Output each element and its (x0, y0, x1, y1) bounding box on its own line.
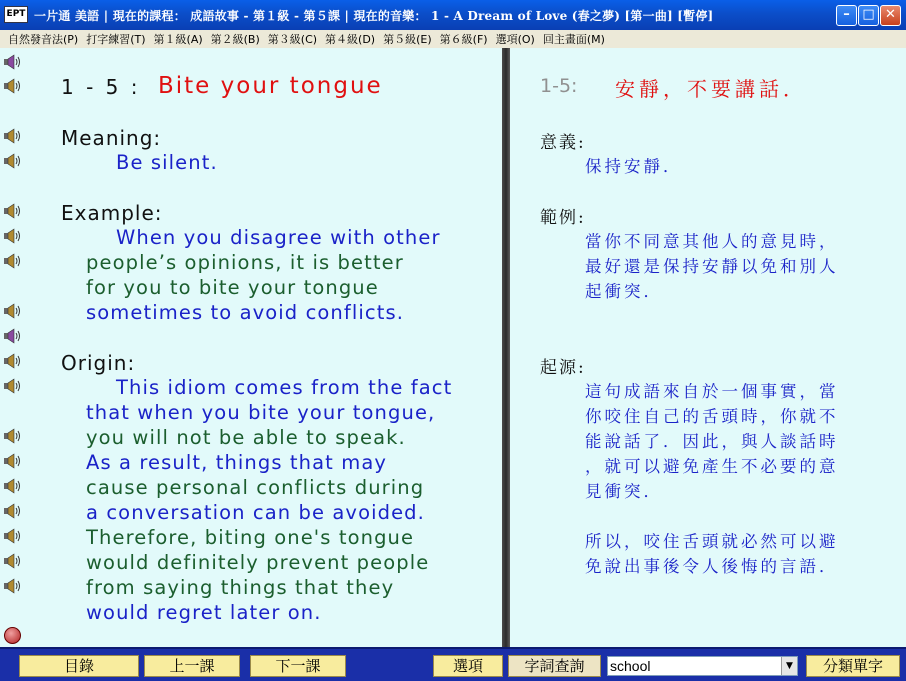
origin-line: cause personal conflicts during (86, 476, 425, 499)
menu-level-5[interactable]: 第５級(E) (383, 33, 432, 46)
translation-panel (510, 48, 906, 647)
menu-level-3[interactable]: 第３級(C) (267, 33, 318, 46)
translation-number: 1-5: (540, 75, 578, 97)
speaker-icon[interactable] (3, 203, 23, 219)
speaker-icon[interactable] (3, 328, 23, 344)
contents-button[interactable]: 目錄 (19, 655, 139, 677)
speaker-icon[interactable] (3, 54, 23, 70)
previous-lesson-button[interactable]: 上一課 (144, 655, 240, 677)
translation-origin-line: 所以，咬住舌頭就必然可以避 (585, 532, 839, 551)
minimize-button[interactable]: – (836, 5, 857, 26)
speaker-icon[interactable] (3, 503, 23, 519)
speaker-icon[interactable] (3, 553, 23, 569)
speaker-icon[interactable] (3, 478, 23, 494)
translation-origin-line: 能說話了．因此，與人談話時 (585, 432, 839, 451)
example-heading: Example: (61, 201, 163, 225)
menu-bar (0, 30, 906, 48)
origin-line: you will not be able to speak. (86, 426, 406, 449)
word-search-input[interactable] (610, 658, 780, 674)
speaker-icon[interactable] (3, 153, 23, 169)
app-logo-icon: EPT (4, 6, 28, 23)
word-search-combobox[interactable] (607, 656, 798, 676)
meaning-text: Be silent. (116, 151, 218, 174)
speaker-icon[interactable] (3, 578, 23, 594)
maximize-button[interactable]: □ (858, 5, 879, 26)
speaker-icon[interactable] (3, 428, 23, 444)
translation-meaning: 保持安靜． (585, 157, 683, 176)
lesson-number: 1 - 5 : (61, 75, 141, 99)
menu-level-1[interactable]: 第１級(A) (153, 33, 203, 46)
speaker-icon[interactable] (3, 253, 23, 269)
menu-home[interactable]: 回主畫面(M) (542, 33, 605, 46)
example-line: sometimes to avoid conflicts. (86, 301, 405, 324)
menu-level-6[interactable]: 第６級(F) (439, 33, 488, 46)
translation-origin-line: 你咬住自己的舌頭時，你就不 (585, 407, 839, 426)
meaning-heading: Meaning: (61, 126, 162, 150)
translation-example-line: 當你不同意其他人的意見時， (585, 232, 839, 251)
close-button[interactable]: ✕ (880, 5, 901, 26)
speaker-icon[interactable] (3, 528, 23, 544)
translation-origin-line: 免說出事後令人後悔的言語． (585, 557, 839, 576)
origin-heading: Origin: (61, 351, 136, 375)
menu-options[interactable]: 選項(O) (495, 33, 535, 46)
speaker-icon[interactable] (3, 228, 23, 244)
speaker-icon[interactable] (3, 78, 23, 94)
lesson-title: Bite your tongue (158, 73, 383, 99)
translation-example-line: 起衝突． (585, 282, 663, 301)
origin-line: a conversation can be avoided. (86, 501, 425, 524)
origin-line: This idiom comes from the fact (116, 376, 453, 399)
speaker-icon[interactable] (3, 303, 23, 319)
english-panel (0, 48, 502, 647)
next-lesson-button[interactable]: 下一課 (250, 655, 346, 677)
origin-line: would regret later on. (86, 601, 322, 624)
translation-origin-line: 這句成語來自於一個事實，當 (585, 382, 839, 401)
chevron-down-icon[interactable]: ▼ (781, 657, 797, 675)
speaker-icon[interactable] (3, 353, 23, 369)
translation-title: 安靜，不要講話． (615, 77, 807, 101)
origin-line: from saying things that they (86, 576, 395, 599)
origin-line: As a result, things that may (86, 451, 388, 474)
title-bar (0, 0, 906, 30)
panel-divider[interactable] (502, 48, 510, 647)
example-line: for you to bite your tongue (86, 276, 379, 299)
menu-typing[interactable]: 打字練習(T) (86, 33, 146, 46)
window-title: 一片通 美語 | 現在的課程： 成語故事 - 第１級 - 第５課 | 現在的音樂： 1 - A Dream of Love (春之夢) [第一曲] [暫停] (34, 9, 714, 23)
translation-example-line: 最好還是保持安靜以免和別人 (585, 257, 839, 276)
translation-origin-heading: 起源: (540, 358, 586, 378)
example-line: When you disagree with other (116, 226, 441, 249)
stop-icon[interactable] (4, 627, 21, 644)
category-words-button[interactable]: 分類單字 (806, 655, 900, 677)
example-line: people’s opinions, it is better (86, 251, 404, 274)
dictionary-lookup-button[interactable]: 字詞查詢 (508, 655, 601, 677)
origin-line: that when you bite your tongue, (86, 401, 436, 424)
translation-origin-line: ，就可以避免產生不必要的意 (585, 457, 839, 476)
translation-origin-line: 見衝突． (585, 482, 663, 501)
menu-level-2[interactable]: 第２級(B) (210, 33, 260, 46)
menu-level-4[interactable]: 第４級(D) (325, 33, 376, 46)
bottom-toolbar (0, 647, 906, 681)
menu-phonics[interactable]: 自然發音法(P) (8, 33, 79, 46)
origin-line: would definitely prevent people (86, 551, 430, 574)
origin-line: Therefore, biting one's tongue (86, 526, 415, 549)
speaker-icon[interactable] (3, 378, 23, 394)
translation-meaning-heading: 意義: (540, 133, 586, 153)
speaker-icon[interactable] (3, 128, 23, 144)
options-button[interactable]: 選項 (433, 655, 503, 677)
speaker-icon[interactable] (3, 453, 23, 469)
translation-example-heading: 範例: (540, 208, 586, 228)
